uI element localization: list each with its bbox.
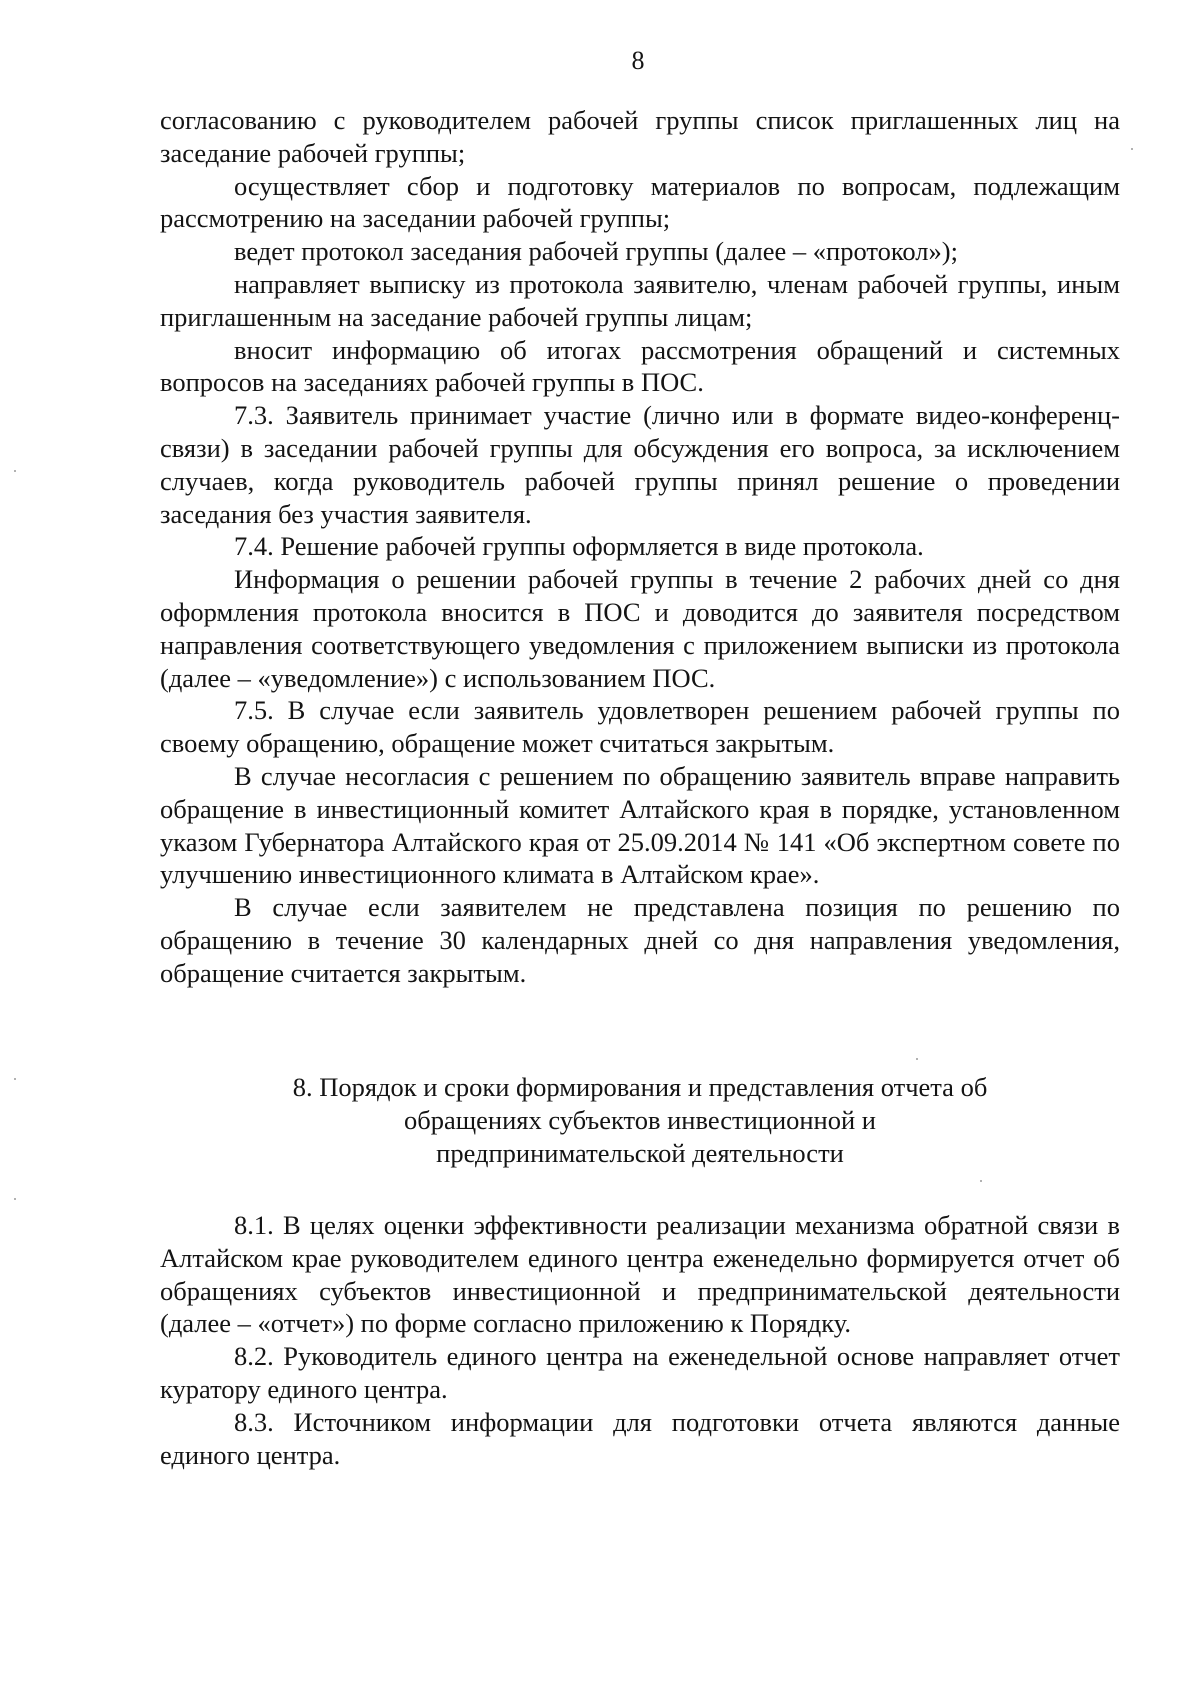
paragraph-7-3: 7.3. Заявитель принимает участие (лично или в формате видео-конференц-связи) в заседании рабочей группы для обсуждения его вопроса, за исключением случаев, когда руководитель рабочей группы принял решение о проведении заседания без участия заявителя. xyxy=(160,400,1120,529)
paragraph-continuation: согласованию с руководителем рабочей группы список приглашенных лиц на заседание рабочей группы; xyxy=(160,105,1120,168)
scan-speck xyxy=(980,1180,982,1182)
paragraph-no-position: В случае если заявителем не представлена позиция по решению по обращению в течение 30 календарных дней со дня направления уведомления, обращение считается закрытым. xyxy=(160,892,1120,988)
section-8-body xyxy=(160,1209,1120,1471)
scan-speck xyxy=(916,1058,918,1060)
scan-speck xyxy=(14,470,16,472)
section-heading-line: обращениях субъектов инвестиционной и xyxy=(404,1105,876,1135)
paragraph-8-3: 8.3. Источником информации для подготовки отчета являются данные единого центра. xyxy=(160,1406,1120,1470)
section-heading-line: предпринимательской деятельности xyxy=(436,1138,844,1168)
paragraph-protocol: ведет протокол заседания рабочей группы (далее – «протокол»); xyxy=(234,236,958,267)
section-8-heading xyxy=(160,1071,1120,1170)
paragraph-material-collection: осуществляет сбор и подготовку материалов по вопросам, подлежащим рассмотрению на заседании рабочей группы; xyxy=(160,170,1120,234)
scan-speck xyxy=(14,1078,16,1080)
paragraph-8-2: 8.2. Руководитель единого центра на еженедельной основе направляет отчет куратору единого центра. xyxy=(160,1341,1120,1404)
section-heading-line: 8. Порядок и сроки формирования и представления отчета об xyxy=(292,1072,988,1102)
paragraph-pos-info: вносит информацию об итогах рассмотрения обращений и системных вопросов на заседаниях рабочей группы в ПОС. xyxy=(160,334,1120,398)
paragraph-decision-info: Информация о решении рабочей группы в течение 2 рабочих дней со дня оформления протокола вносится в ПОС и доводится до заявителя посредством направления соответствующего уведомления с приложением выписки из протокола (далее – «уведомление») с использованием ПОС. xyxy=(160,564,1120,693)
paragraph-disagreement: В случае несогласия с решением по обращению заявитель вправе направить обращение в инвестиционный комитет Алтайского края в порядке, установленном указом Губернатора Алтайского края от 25.09.2014 № 141 «Об экспертном совете по улучшению инвестиционного климата в Алтайском крае». xyxy=(160,760,1120,890)
paragraph-8-1: 8.1. В целях оценки эффективности реализации механизма обратной связи в Алтайском крае руководителем единого центра еженедельно формируется отчет об обращениях субъектов инвестиционной и предпринимательской деятельности (далее – «отчет») по форме согласно приложению к Порядку. xyxy=(160,1210,1120,1339)
paragraph-7-5: 7.5. В случае если заявитель удовлетворен решением рабочей группы по своему обращению, обращение может считаться закрытым. xyxy=(160,695,1120,759)
scan-speck xyxy=(14,1198,16,1200)
paragraph-extract: направляет выписку из протокола заявителю, членам рабочей группы, иным приглашенным на заседание рабочей группы лицам; xyxy=(160,268,1120,332)
scan-speck xyxy=(1131,148,1133,150)
page-number: 8 xyxy=(631,46,645,75)
document-body xyxy=(160,104,1120,990)
paragraph-7-4: 7.4. Решение рабочей группы оформляется в виде протокола. xyxy=(234,531,924,562)
